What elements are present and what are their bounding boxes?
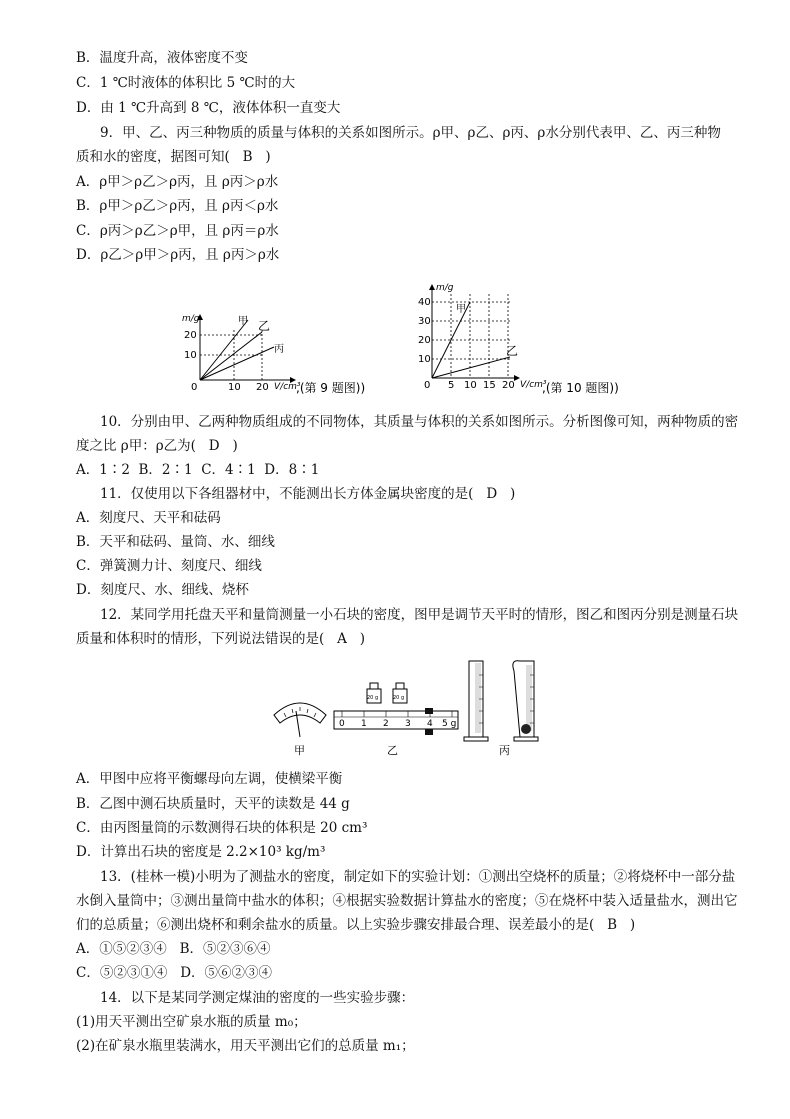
q11-option-d: D．刻度尺、水、细线、烧杯 xyxy=(76,582,249,598)
fig10-ytick: 0 xyxy=(424,380,431,391)
q13-stem-line1: 13．(桂林一模)小明为了测盐水的密度，制定如下的实验计划：①测出空烧杯的质量；②将烧杯中一部分盐 xyxy=(100,869,736,885)
q11-option-a: A．刻度尺、天平和砝码 xyxy=(76,510,221,526)
q11-stem: 11．仅使用以下各组器材中，不能测出长方体金属块密度的是( D ) xyxy=(100,486,516,502)
q11-option-c: C．弹簧测力计、刻度尺、细线 xyxy=(76,558,262,574)
q12-option-c: C．由丙图量筒的示数测得石块的体积是 20 cm³ xyxy=(76,820,368,836)
q12-stem-line1: 12．某同学用托盘天平和量筒测量一小石块的密度，图甲是调节天平时的情形，图乙和图丙分别是测量石块 xyxy=(100,607,739,623)
fig12-scale: 3 xyxy=(405,719,411,729)
fig10-xlabel: V/cm³ xyxy=(520,380,547,390)
fig10-caption: ,(第 10 题图)) xyxy=(542,381,619,395)
fig9-ytick: 0 xyxy=(191,382,198,393)
fig10-ytick: 10 xyxy=(418,354,431,365)
q10-stem-line2: 度之比 ρ甲：ρ乙为( D ) xyxy=(76,438,238,454)
fig12-label-yi: 乙 xyxy=(387,744,398,757)
fig9-line-label: 丙 xyxy=(274,344,284,355)
fig10-line-label: 甲 xyxy=(456,304,466,315)
fig9-ytick: 20 xyxy=(184,330,197,341)
fig12-scale: 5 g xyxy=(442,719,457,729)
fig9-xtick: 10 xyxy=(228,382,241,393)
q14-step-1: (1)用天平测出空矿泉水瓶的质量 m₀； xyxy=(76,1014,307,1030)
figure-9-graph xyxy=(178,310,398,398)
fig12-scale: 1 xyxy=(361,719,367,729)
q12-option-a: A．甲图中应将平衡螺母向左调，使横梁平衡 xyxy=(76,771,343,787)
fig10-ylabel: m/g xyxy=(436,283,454,293)
q9-option-a: A．ρ甲＞ρ乙＞ρ丙，且 ρ丙＞ρ水 xyxy=(76,174,279,190)
q10-options: A．1∶2 B．2∶1 C．4∶1 D．8∶1 xyxy=(76,462,320,478)
q9-stem-line1: 9．甲、乙、丙三种物质的质量与体积的关系如图所示。ρ甲、ρ乙、ρ丙、ρ水分别代表甲、乙、丙三种物 xyxy=(100,125,721,141)
fig10-ytick: 40 xyxy=(418,297,431,308)
q13-options-row1: A．①⑤②③④ B．⑤②③⑥④ xyxy=(76,941,271,957)
q8-option-d: D．由 1 ℃升高到 8 ℃，液体体积一直变大 xyxy=(76,100,341,116)
q12-option-b: B．乙图中测石块质量时，天平的读数是 44 g xyxy=(76,796,350,812)
q13-stem-line3: 们的总质量；⑥测出烧杯和剩余盐水的质量。以上实验步骤安排最合理、误差最小的是( B ) xyxy=(76,917,636,933)
fig9-caption: ,(第 9 题图)) xyxy=(296,381,366,395)
fig10-xtick: 5 xyxy=(448,380,455,391)
q10-stem-line1: 10．分别由甲、乙两种物质组成的不同物体，其质量与体积的关系如图所示。分析图像可知，两种物质的密 xyxy=(100,414,739,430)
q8-option-c: C．1 ℃时液体的体积比 5 ℃时的大 xyxy=(76,75,296,91)
figure-10-graph xyxy=(412,280,642,400)
fig9-xtick: 20 xyxy=(256,382,269,393)
fig12-scale: 4 xyxy=(427,719,433,729)
q12-stem-line2: 质量和体积时的情形，下列说法错误的是( A ) xyxy=(76,631,366,647)
q8-option-b: B．温度升高，液体密度不变 xyxy=(76,50,248,66)
fig12-weight: 20 g xyxy=(367,695,379,701)
q9-stem-line2: 质和水的密度，据图可知( B ) xyxy=(76,149,271,165)
fig12-scale: 2 xyxy=(383,719,389,729)
fig10-line-label: 乙 xyxy=(506,344,519,358)
q9-option-b: B．ρ甲＞ρ乙＞ρ丙，且 ρ丙＜ρ水 xyxy=(76,198,279,214)
fig10-ytick: 20 xyxy=(418,335,431,346)
q12-option-d: D．计算出石块的密度是 2.2×10³ kg/m³ xyxy=(76,844,326,860)
fig12-label-bing: 丙 xyxy=(499,744,510,757)
figure-12-apparatus xyxy=(270,655,550,760)
q9-option-d: D．ρ乙＞ρ甲＞ρ丙，且 ρ丙＞ρ水 xyxy=(76,247,280,263)
q13-stem-line2: 水倒入量筒中；③测出量筒中盐水的体积；④根据实验数据计算盐水的密度；⑤在烧杯中装入适量盐水，测出它 xyxy=(76,893,738,909)
q11-option-b: B．天平和砝码、量筒、水、细线 xyxy=(76,534,275,550)
fig9-line-label: 甲 xyxy=(238,316,248,327)
fig10-xtick: 15 xyxy=(483,380,496,391)
q13-options-row2: C．⑤②③①④ D．⑤⑥②③④ xyxy=(76,965,273,981)
fig10-ytick: 30 xyxy=(418,316,431,327)
fig10-xtick: 20 xyxy=(502,380,515,391)
fig12-label-jia: 甲 xyxy=(294,744,305,757)
q14-stem: 14．以下是某同学测定煤油的密度的一些实验步骤： xyxy=(100,990,415,1006)
fig9-line-label: 乙 xyxy=(258,319,271,333)
fig9-xlabel: V/cm³ xyxy=(274,382,301,392)
q9-option-c: C．ρ丙＞ρ乙＞ρ甲，且 ρ丙＝ρ水 xyxy=(76,223,279,239)
fig12-scale: 0 xyxy=(339,719,345,729)
fig9-ytick: 10 xyxy=(184,350,197,361)
fig9-ylabel: m/g xyxy=(182,314,200,324)
fig12-weight: 20 g xyxy=(393,695,405,701)
fig10-xtick: 10 xyxy=(464,380,477,391)
q14-step-2: (2)在矿泉水瓶里装满水，用天平测出它们的总质量 m₁； xyxy=(76,1038,415,1054)
